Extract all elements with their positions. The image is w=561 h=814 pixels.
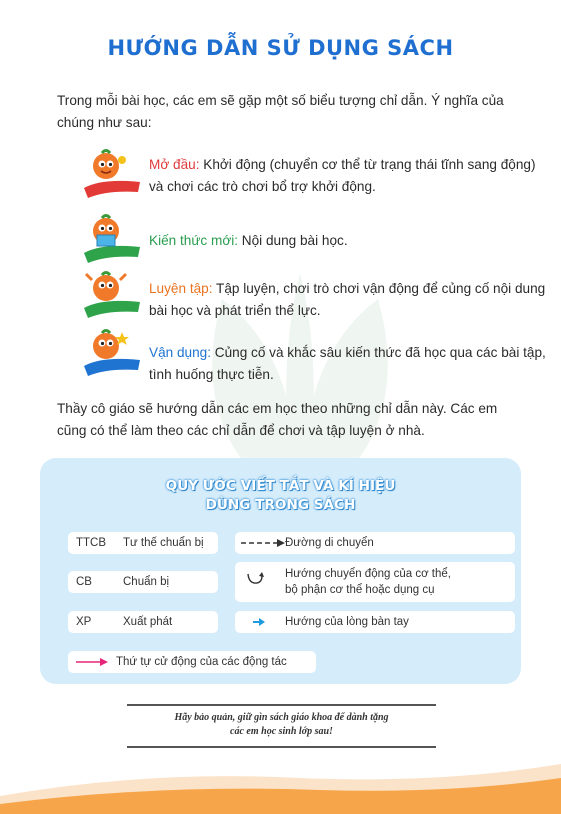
page-title: HƯỚNG DẪN SỬ DỤNG SÁCH bbox=[107, 36, 454, 60]
orange-mascot-red-icon bbox=[82, 148, 144, 200]
sequence-row: Thứ tự cử động của các động tác bbox=[68, 651, 316, 673]
orange-mascot-green-icon bbox=[82, 213, 144, 265]
dashed-arrow-icon bbox=[241, 538, 287, 548]
symbol-row-direction: Hướng chuyển động của cơ thể, bộ phận cơ thể hoặc dụng cụ bbox=[235, 562, 515, 602]
label-start: Mở đầu: bbox=[149, 157, 200, 172]
abbr-row-ttcb: TTCB Tư thế chuẩn bị bbox=[68, 532, 218, 554]
desc-application: Củng cố và khắc sâu kiến thức đã học qua các bài tập, tình huống thực tiễn. bbox=[149, 345, 546, 382]
pink-arrow-icon bbox=[76, 657, 108, 667]
footer-bottom-rule bbox=[127, 746, 436, 748]
symbol-row-path: Đường di chuyển bbox=[235, 532, 515, 554]
conventions-panel bbox=[40, 458, 521, 684]
abbr-row-cb: CB Chuẩn bị bbox=[68, 571, 218, 593]
outro-paragraph: Thầy cô giáo sẽ hướng dẫn các em học theo những chỉ dẫn này. Các em cũng có thể làm theo các chỉ dẫn để chơi và tập luyện ở nhà. bbox=[57, 401, 498, 438]
intro-paragraph: Trong mỗi bài học, các em sẽ gặp một số biểu tượng chỉ dẫn. Ý nghĩa của chúng như sau: bbox=[57, 93, 504, 130]
bottom-wave-decoration bbox=[0, 756, 561, 814]
curved-arrow-icon bbox=[245, 570, 265, 586]
orange-mascot-orange-icon bbox=[82, 268, 144, 320]
desc-new-knowledge: Nội dung bài học. bbox=[238, 233, 348, 248]
small-blue-arrow-icon bbox=[253, 618, 265, 626]
footer-note: Hãy bảo quản, giữ gìn sách giáo khoa để dành tặng các em học sinh lớp sau! bbox=[174, 712, 389, 737]
desc-start: Khởi động (chuyển cơ thể từ trạng thái tĩnh sang động) và chơi các trò chơi bổ trợ khởi động. bbox=[149, 157, 536, 194]
symbol-row-palm: Hướng của lòng bàn tay bbox=[235, 611, 515, 633]
abbr-row-xp: XP Xuất phát bbox=[68, 611, 218, 633]
label-new-knowledge: Kiến thức mới: bbox=[149, 233, 239, 248]
footer-top-rule bbox=[127, 704, 436, 706]
orange-mascot-blue-icon bbox=[82, 326, 144, 378]
conventions-title: QUY ƯỚC VIẾT TẮT VÀ KÍ HIỆU DÙNG TRONG SÁCH bbox=[165, 478, 396, 513]
label-practice: Luyện tập: bbox=[149, 281, 213, 296]
desc-practice: Tập luyện, chơi trò chơi vận động để củng cố nội dung bài học và phát triển thể lực. bbox=[149, 281, 546, 318]
label-application: Vận dụng: bbox=[149, 345, 211, 360]
